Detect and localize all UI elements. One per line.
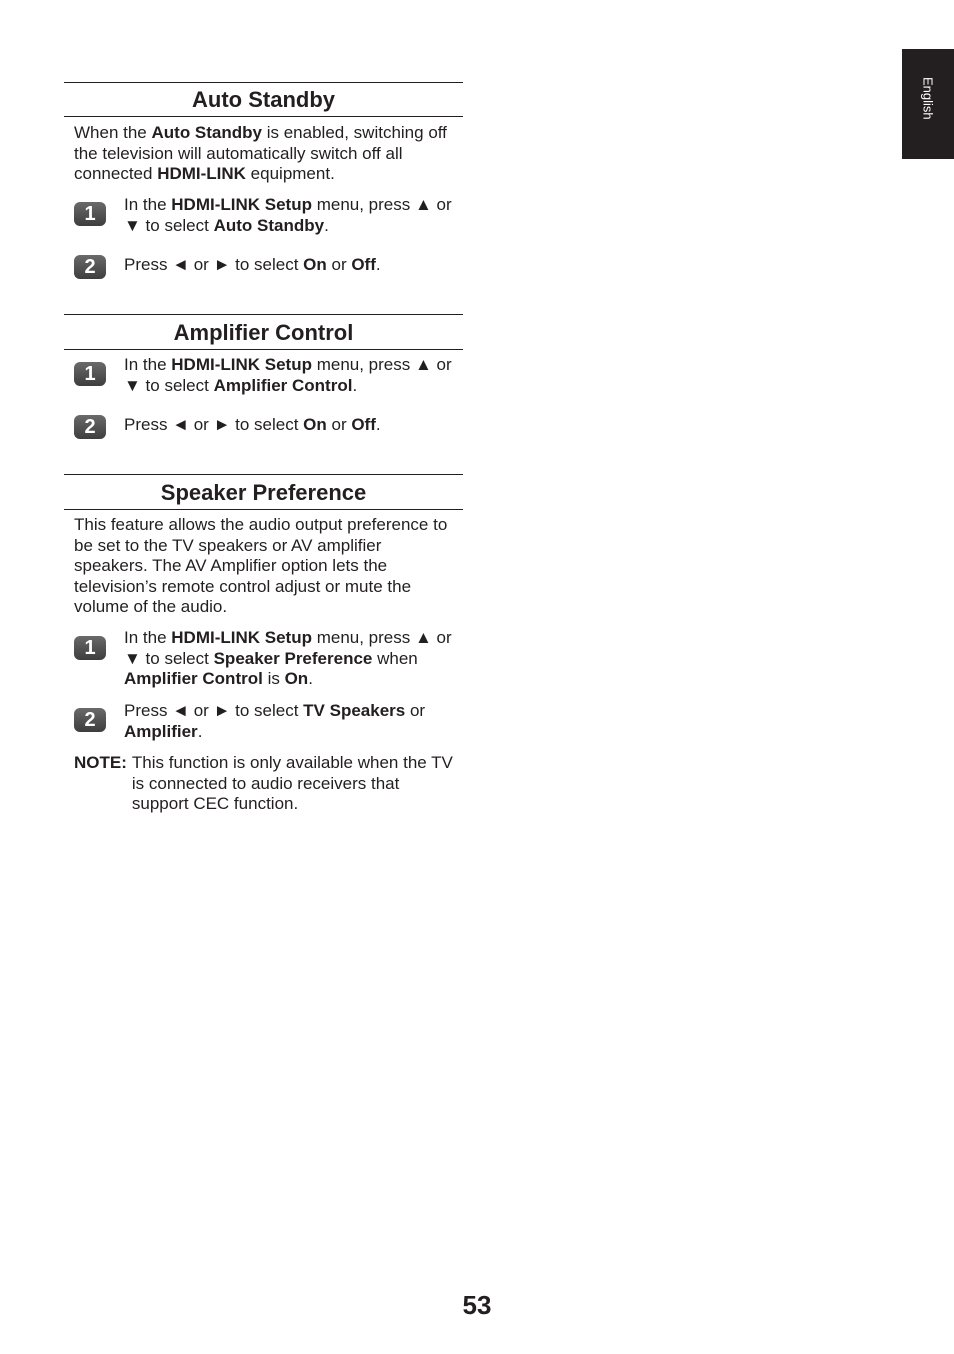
step-2-badge: 2 — [74, 415, 106, 439]
speaker-preference-step-1 — [124, 628, 459, 690]
section-bottom-rule — [64, 509, 463, 510]
bold-text-run: Amplifier — [124, 721, 198, 741]
text-run: or — [326, 255, 352, 274]
text-run: . — [197, 721, 203, 741]
step-1-badge: 1 — [74, 636, 106, 660]
note-text: This function is only available when the TV is connected to audio receivers that support CEC function. — [131, 753, 453, 813]
section-title-amplifier-control: Amplifier Control — [173, 320, 354, 345]
section-top-rule — [64, 474, 463, 475]
text-run: menu, press ▲ or ▼ to select — [124, 195, 452, 235]
amplifier-control-step-2 — [124, 415, 459, 436]
section-bottom-rule — [64, 116, 463, 117]
step-1-badge: 1 — [74, 202, 106, 226]
text-run: or — [326, 415, 352, 434]
bold-text-run: Off — [351, 255, 376, 274]
text-run: is enabled, switching off the television will automatically switch off all connected — [74, 123, 447, 183]
text-run: . — [308, 669, 313, 688]
text-run: . — [324, 215, 329, 235]
bold-text-run: Auto Standby — [151, 123, 262, 142]
note — [74, 753, 459, 815]
bold-text-run: HDMI-LINK Setup — [171, 628, 312, 647]
language-tab-label: English — [920, 77, 936, 120]
text-run: Press ◄ or ► to select — [124, 255, 304, 274]
auto-standby-step-2 — [124, 255, 459, 276]
text-run: This feature allows the audio output preference to be set to the TV speakers or AV amplifier speakers. The AV Amplifier option lets the television’s remote control adjust or mute the volume of the audio. — [74, 515, 448, 616]
step-2-badge: 2 — [74, 255, 106, 279]
text-run: In the — [124, 628, 172, 647]
note-label: NOTE: — [74, 753, 127, 772]
bold-text-run: Speaker Preference — [213, 648, 373, 668]
text-run: menu, press ▲ or ▼ to select — [124, 355, 452, 395]
bold-text-run: On — [303, 415, 327, 434]
amplifier-control-step-1 — [124, 355, 459, 396]
text-run: equipment. — [245, 164, 335, 183]
section-bottom-rule — [64, 349, 463, 350]
bold-text-run: HDMI-LINK Setup — [171, 195, 312, 214]
text-run: . — [352, 375, 358, 395]
step-1-badge: 1 — [74, 362, 106, 386]
section-title-auto-standby: Auto Standby — [192, 87, 335, 112]
text-run: Press ◄ or ► to select — [124, 701, 304, 720]
bold-text-run: Auto Standby — [213, 215, 325, 235]
speaker-preference-step-2 — [124, 701, 459, 742]
step-2-badge: 2 — [74, 708, 106, 732]
speaker-preference-intro — [74, 515, 459, 618]
text-run: . — [375, 415, 381, 434]
bold-text-run: Off — [351, 415, 376, 434]
section-title-speaker-preference: Speaker Preference — [160, 480, 367, 505]
text-run: In the — [124, 195, 172, 214]
bold-text-run: Amplifier Control — [213, 375, 353, 395]
bold-text-run: Amplifier Control — [124, 669, 263, 688]
text-run: In the — [124, 355, 172, 374]
bold-text-run: On — [284, 669, 309, 688]
page-number: 53 — [462, 1290, 492, 1320]
text-run: when — [372, 648, 418, 668]
text-run: menu, press ▲ or ▼ to select — [124, 628, 452, 668]
text-run: or — [405, 701, 426, 720]
bold-text-run: HDMI-LINK Setup — [171, 355, 312, 374]
text-run: Press ◄ or ► to select — [124, 415, 304, 434]
auto-standby-step-1 — [124, 195, 459, 236]
auto-standby-intro — [74, 123, 459, 185]
language-tab — [902, 49, 954, 159]
bold-text-run: HDMI-LINK — [157, 164, 246, 183]
text-run: When the — [74, 123, 152, 142]
text-run: is — [262, 669, 285, 688]
section-top-rule — [64, 314, 463, 315]
bold-text-run: TV Speakers — [303, 701, 406, 720]
bold-text-run: On — [303, 255, 327, 274]
text-run: . — [375, 255, 381, 274]
